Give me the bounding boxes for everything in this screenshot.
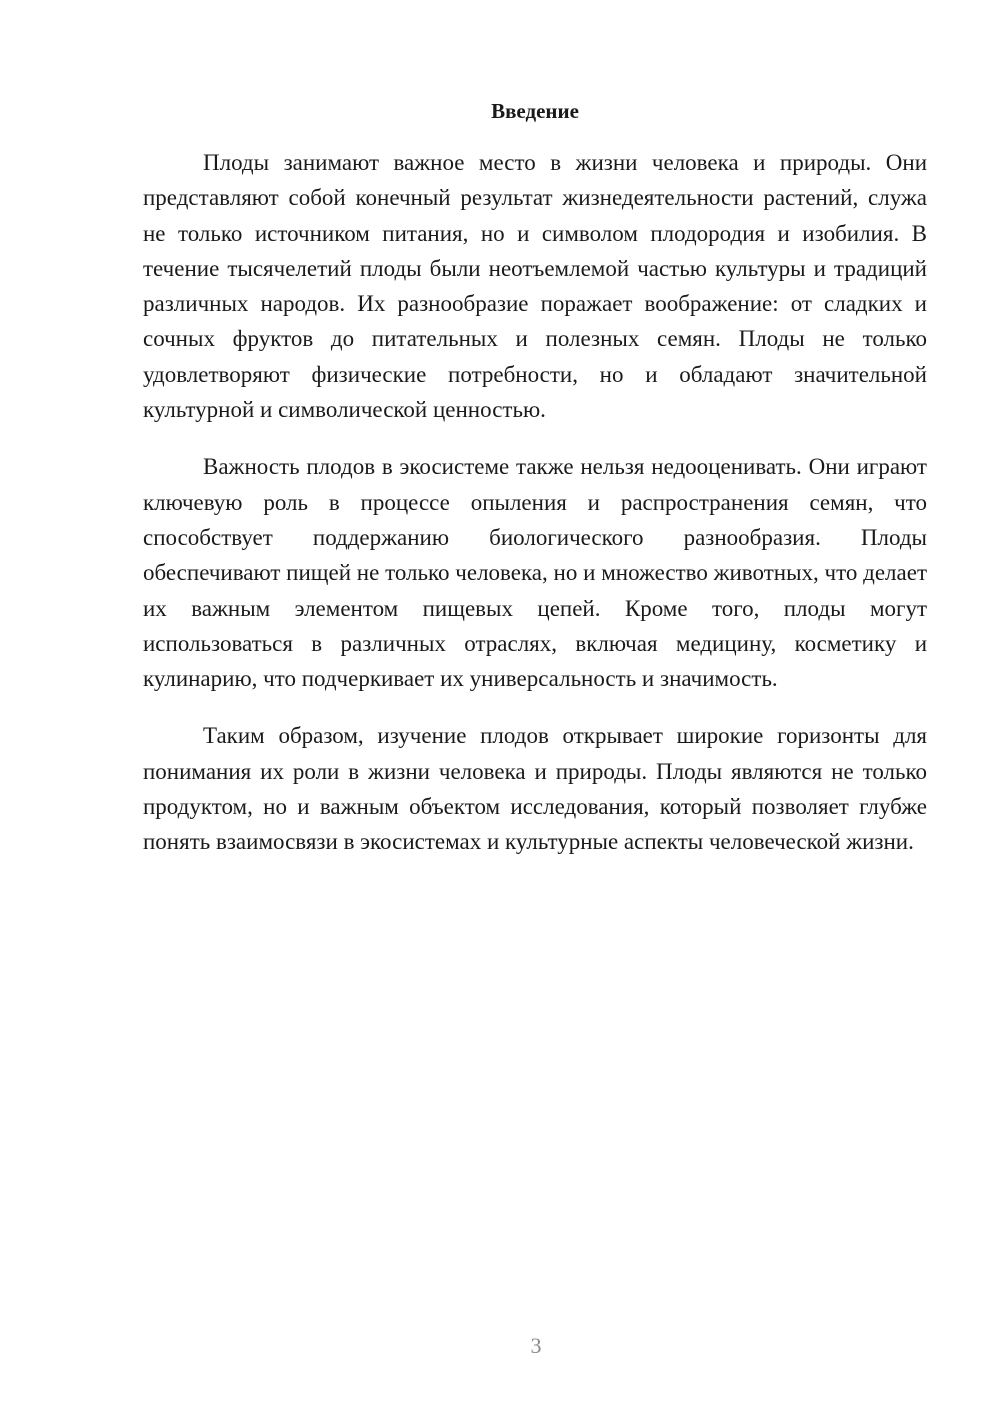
section-heading: Введение bbox=[491, 99, 579, 123]
paragraph-2: Важность плодов в экосистеме также нельзя недооценивать. Они играют ключевую роль в процессе опыления и распространения семян, что способствует поддержанию биологического разнообразия. Плоды обеспечивают пищей не только человека, но и множество животных, что делает их важным элементом пищевых цепей. Кроме того, плоды могут использоваться в различных отраслях, включая медицину, косметику и кулинарию, что подчеркивает их универсальность и значимость. bbox=[143, 454, 927, 692]
page-number: 3 bbox=[530, 1333, 542, 1358]
paragraph-3: Таким образом, изучение плодов открывает широкие горизонты для понимания их роли в жизни человека и природы. Плоды являются не только продуктом, но и важным объектом исследования, который позволяет глубже понять взаимосвязи в экосистемах и культурные аспекты человеческой жизни. bbox=[143, 723, 927, 855]
paragraph-1: Плоды занимают важное место в жизни человека и природы. Они представляют собой конечный результат жизнедеятельности растений, служа не только источником питания, но и символом плодородия и изобилия. В течение тысячелетий плоды были неотъемлемой частью культуры и традиций различных народов. Их разнообразие поражает воображение: от сладких и сочных фруктов до питательных и полезных семян. Плоды не только удовлетворяют физические потребности, но и обладают значительной культурной и символической ценностью. bbox=[143, 150, 927, 423]
body-text bbox=[143, 145, 927, 882]
